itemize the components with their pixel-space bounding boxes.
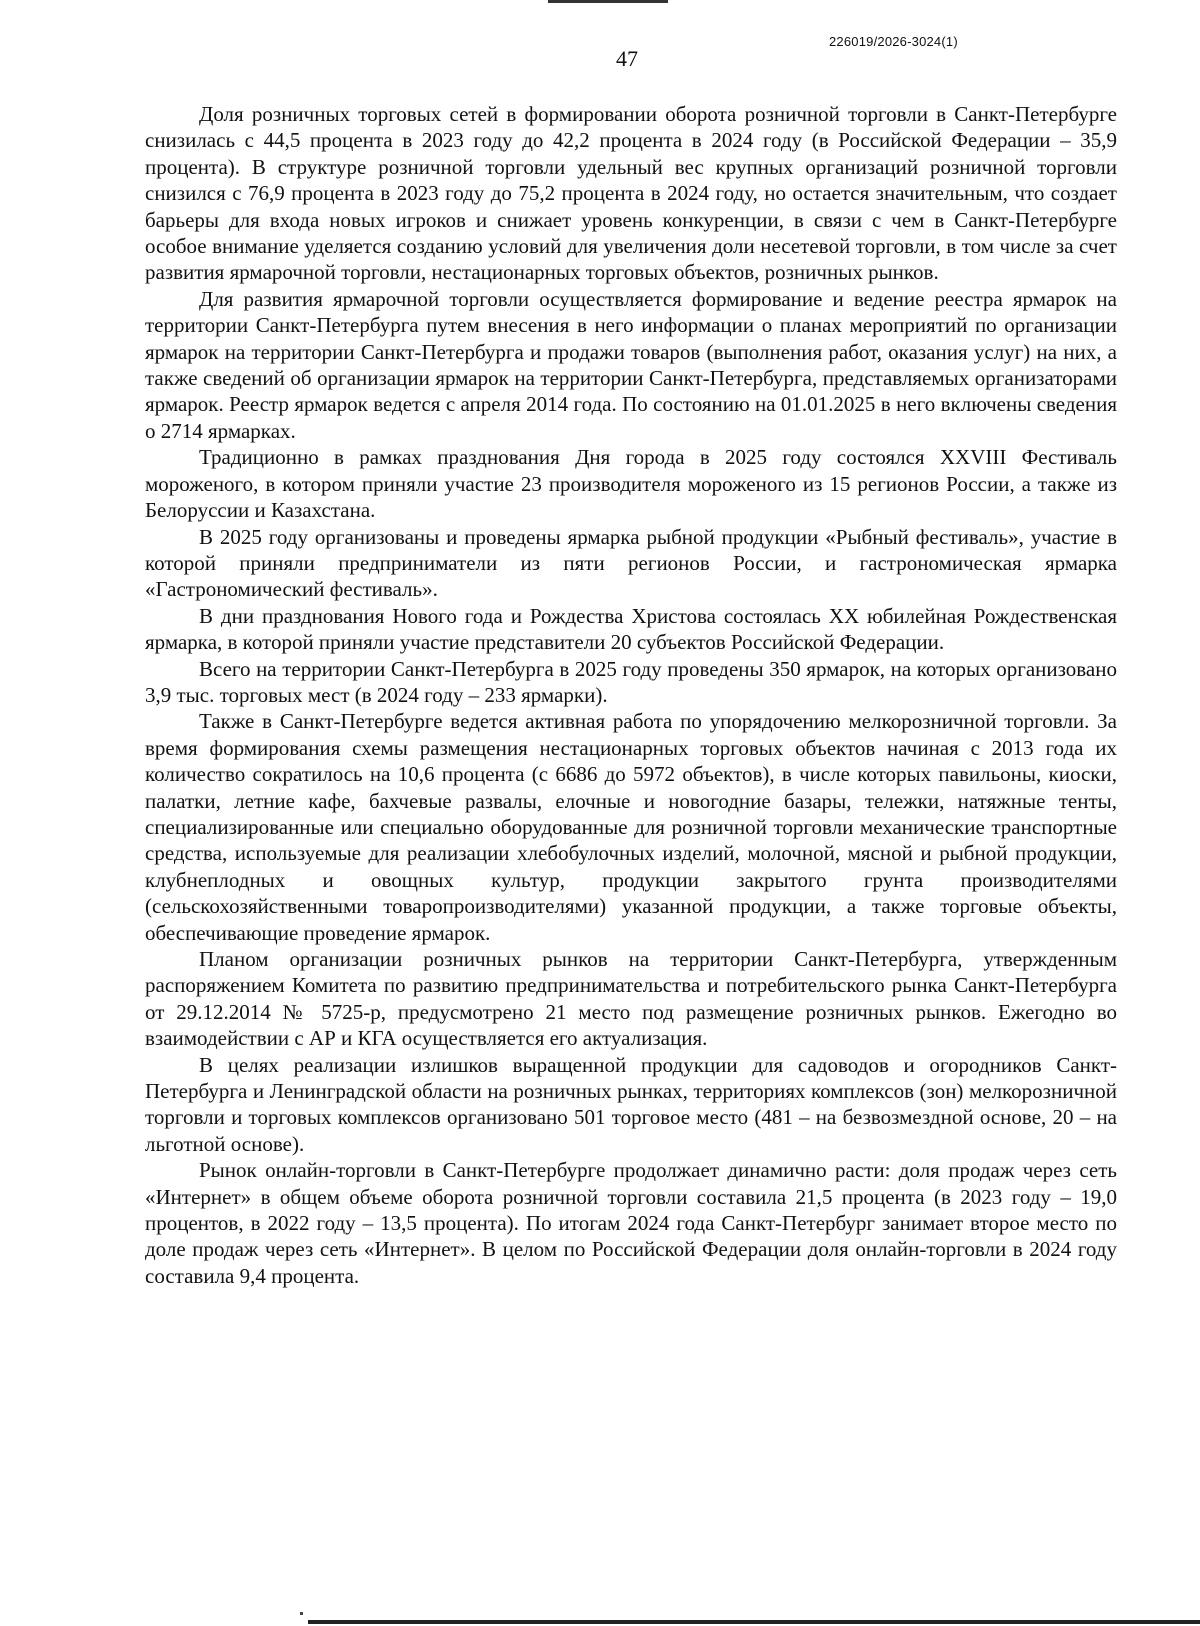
paragraph-fairs-total: Всего на территории Санкт-Петербурга в 2025 году проведены 350 ярмарок, на которых организовано 3,9 тыс. торговых мест (в 2024 году – 233 ярмарки).: [145, 656, 1117, 707]
paragraph-gardeners-places: В целях реализации излишков выращенной продукции для садоводов и огородников Санкт-Петербурга и Ленинградской области на розничных рынках, территориях комплексов (зон) мелкорозничной торговли и торговых комплексов организовано 501 торговое место (481 – на безвозмездной основе, 20 – на льготной основе).: [145, 1052, 1117, 1156]
paragraph-retail-chains: Доля розничных торговых сетей в формировании оборота розничной торговли в Санкт-Петербурге снизилась с 44,5 процента в 2023 году до 42,2 процента в 2024 году (в Российской Федерации – 35,9 процента). В структуре розничной торговли удельный вес крупных организаций розничной торговли снизился с 76,9 процента в 2023 году до 75,2 процента в 2024 году, но остается значительным, что создает барьеры для входа новых игроков и снижает уровень конкуренции, в связи с чем в Санкт-Петербурге особое внимание уделяется созданию условий для увеличения доли несетевой торговли, в том числе за счет развития ярмарочной торговли, нестационарных торговых объектов, розничных рынков.: [145, 102, 1117, 285]
top-scan-rule: [548, 0, 668, 3]
paragraph-fish-festival: В 2025 году организованы и проведены ярмарка рыбной продукции «Рыбный фестиваль», участие в которой приняли предприниматели из пяти регионов России, и гастрономическая ярмарка «Гастрономический фестиваль».: [145, 524, 1117, 602]
page-number: 47: [616, 46, 638, 71]
document-body: [145, 101, 1117, 1289]
paragraph-christmas-fair: В дни празднования Нового года и Рождества Христова состоялась XX юбилейная Рождественская ярмарка, в которой приняли участие представители 20 субъектов Российской Федерации.: [145, 603, 1117, 655]
paragraph-online-trade: Рынок онлайн-торговли в Санкт-Петербурге продолжает динамично расти: доля продаж через сеть «Интернет» в общем объеме оборота розничной торговли составила 21,5 процента (в 2023 году – 19,0 процентов, в 2022 году – 13,5 процента). По итогам 2024 года Санкт-Петербург занимает второе место по доле продаж через сеть «Интернет». В целом по Российской Федерации доля онлайн-торговли в 2024 году составила 9,4 процента.: [145, 1158, 1117, 1288]
paragraph-retail-markets-plan: Планом организации розничных рынков на территории Санкт-Петербурга, утвержденным распоряжением Комитета по развитию предпринимательства и потребительского рынка Санкт-Петербурга от 29.12.2014 № 5725-р, предусмотрено 21 место под размещение розничных рынков. Ежегодно во взаимодействии с АР и КГА осуществляется его актуализация.: [145, 947, 1117, 1051]
paragraph-small-retail: Также в Санкт-Петербурге ведется активная работа по упорядочению мелкорозничной торговли. За время формирования схемы размещения нестационарных торговых объектов начиная с 2013 года их количество сократилось на 10,6 процента (с 6686 до 5972 объектов), в числе которых павильоны, киоски, палатки, летние кафе, бахчевые развалы, елочные и новогодние базары, тележки, натяжные тенты, специализированные или специально оборудованные для розничной торговли механические транспортные средства, используемые для реализации хлебобулочных изделий, молочной, мясной и рыбной продукции, клубнеплодных и овощных культур, продукции закрытого грунта производителями (сельскохозяйственными товаропроизводителями) указанной продукции, а также торговые объекты, обеспечивающие проведение ярмарок.: [145, 709, 1117, 945]
scan-dot: [300, 1612, 303, 1615]
document-id: 226019/2026-3024(1): [829, 34, 958, 49]
paragraph-ice-cream-festival: Традиционно в рамках празднования Дня города в 2025 году состоялся XXVIII Фестиваль мороженого, в котором приняли участие 23 производителя мороженого из 15 регионов России, а также из Белоруссии и Казахстана.: [145, 445, 1117, 523]
bottom-scan-rule: [308, 1620, 1200, 1624]
paragraph-fair-registry: Для развития ярмарочной торговли осуществляется формирование и ведение реестра ярмарок на территории Санкт-Петербурга путем внесения в него информации о планах мероприятий по организации ярмарок на территории Санкт-Петербурга и продажи товаров (выполнения работ, оказания услуг) на них, а также сведений об организации ярмарок на территории Санкт-Петербурга, представляемых организаторами ярмарок. Реестр ярмарок ведется с апреля 2014 года. По состоянию на 01.01.2025 в него включены сведения о 2714 ярмарках.: [145, 286, 1117, 443]
